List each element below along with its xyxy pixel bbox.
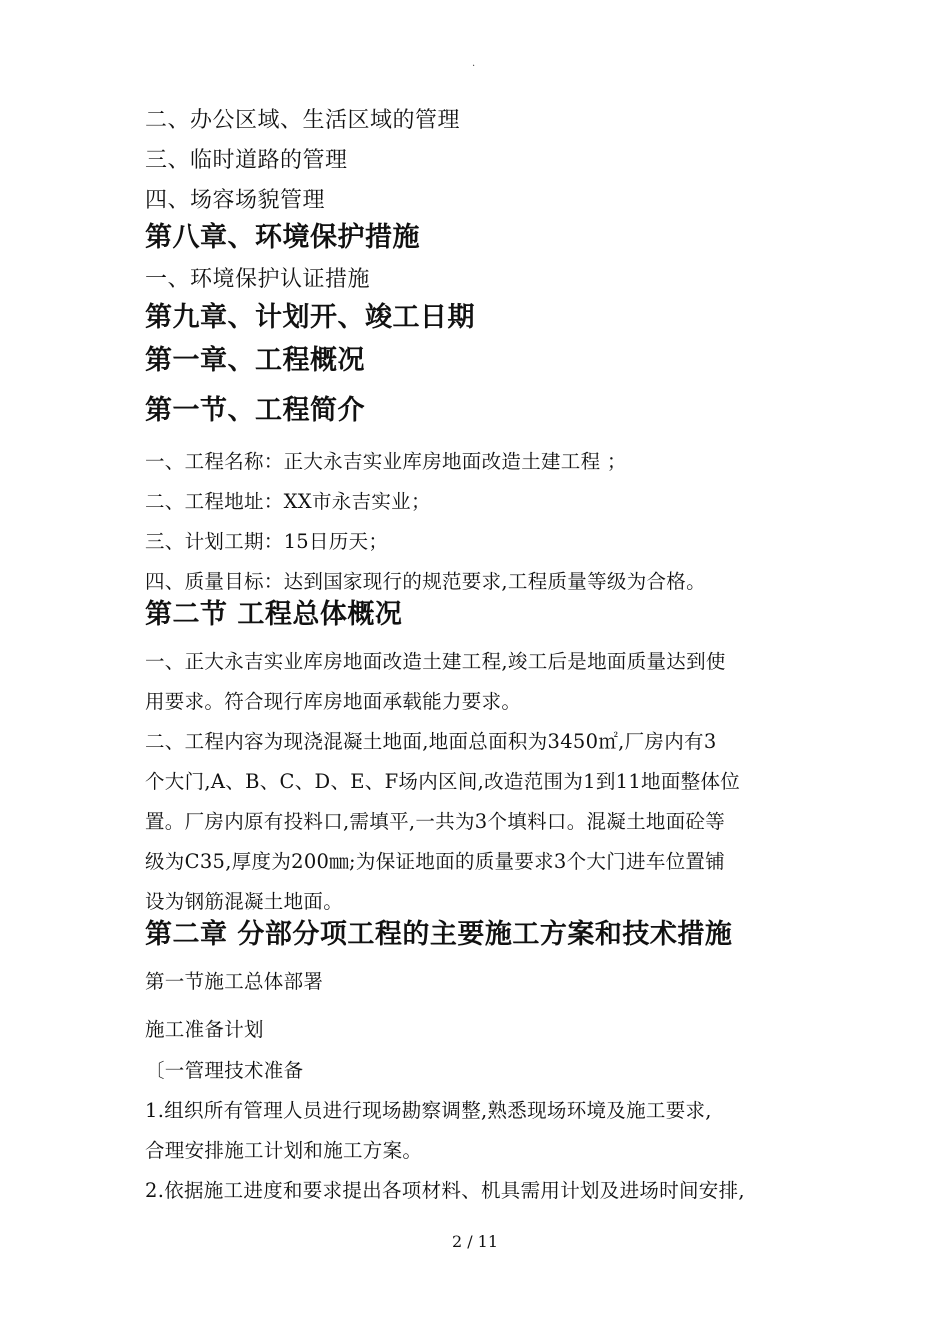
toc-item: 二、办公区域、生活区域的管理	[145, 108, 461, 133]
body-line: 一、工程名称：正大永吉实业库房地面改造土建工程 ；	[145, 450, 627, 473]
body-line: 二、工程地址：XX市永吉实业；	[145, 490, 431, 513]
body-line: 第一节施工总体部署	[145, 970, 324, 993]
body-line: 2.依据施工进度和要求提出各项材料、机具需用计划及进场时间安排,	[145, 1179, 745, 1202]
section-heading: 第二节 工程总体概况	[145, 599, 403, 630]
chapter-heading: 第一章、工程概况	[145, 345, 365, 376]
body-line: 置。厂房内原有投料口,需填平,一共为3个填料口。混凝土地面砼等	[145, 810, 726, 833]
chapter-heading: 第二章 分部分项工程的主要施工方案和技术措施	[145, 919, 733, 950]
body-line: 合理安排施工计划和施工方案。	[145, 1139, 423, 1162]
chapter-heading: 第八章、环境保护措施	[145, 222, 420, 253]
toc-item: 三、临时道路的管理	[145, 148, 348, 173]
body-line: 四、质量目标：达到国家现行的规范要求,工程质量等级为合格。	[145, 570, 706, 593]
body-line: 三、计划工期：15日历天；	[145, 530, 389, 553]
body-line: 1.组织所有管理人员进行现场勘察调整,熟悉现场环境及施工要求,	[145, 1099, 712, 1122]
chapter-heading: 第九章、计划开、竣工日期	[145, 302, 475, 333]
body-line: 级为C35,厚度为200㎜;为保证地面的质量要求3个大门进车位置铺	[145, 850, 726, 873]
toc-item: 一、环境保护认证措施	[145, 267, 371, 292]
page-number: 2 / 11	[451, 1232, 499, 1251]
body-line: 设为钢筋混凝土地面。	[145, 890, 344, 913]
body-line: 个大门,A、B、C、D、E、F场内区间,改造范围为1到11地面整体位	[145, 770, 741, 793]
body-line: 〔一管理技术准备	[145, 1059, 304, 1082]
header-mark: .	[472, 58, 476, 69]
toc-item: 四、场容场貌管理	[145, 188, 326, 213]
body-line: 施工准备计划	[145, 1018, 264, 1041]
body-line: 二、工程内容为现浇混凝土地面,地面总面积为3450㎡,厂房内有3	[145, 730, 717, 753]
body-line: 用要求。符合现行库房地面承载能力要求。	[145, 690, 522, 713]
body-line: 一、正大永吉实业库房地面改造土建工程,竣工后是地面质量达到使	[145, 650, 726, 673]
section-heading: 第一节、工程简介	[145, 395, 365, 426]
